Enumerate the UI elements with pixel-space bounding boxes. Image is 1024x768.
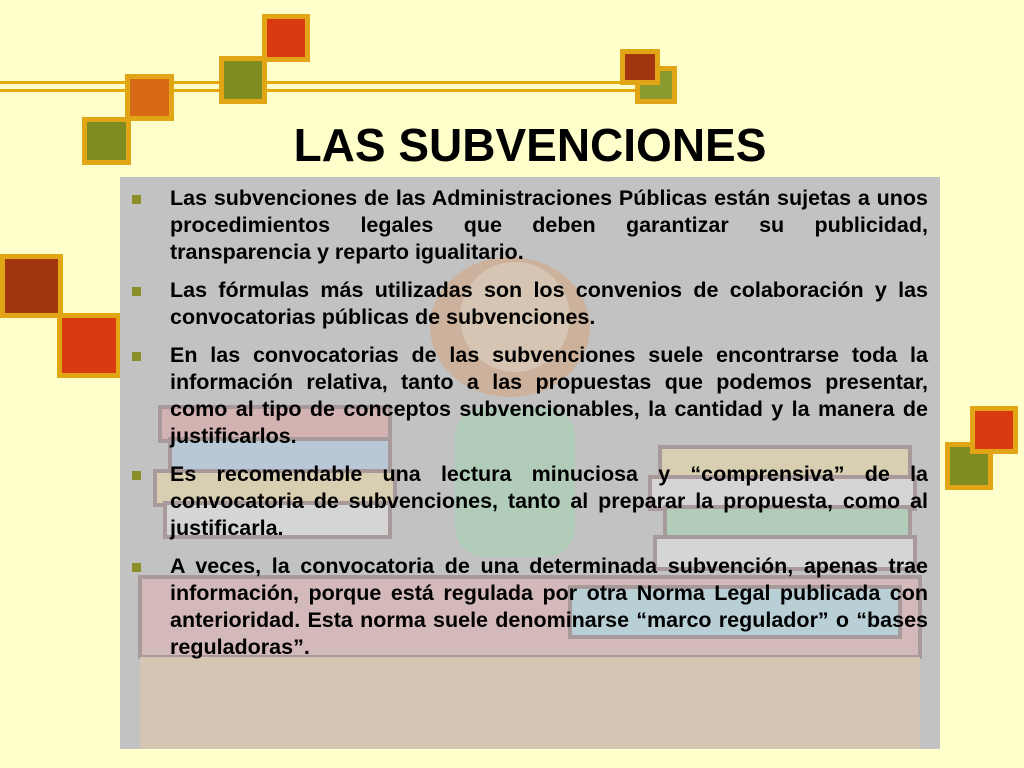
decor-square bbox=[0, 254, 63, 318]
decor-square bbox=[57, 313, 121, 378]
bullet-list bbox=[130, 185, 928, 672]
bullet-icon bbox=[132, 352, 141, 361]
decor-line-top bbox=[0, 81, 640, 84]
content-panel bbox=[120, 177, 940, 749]
bullet-icon bbox=[132, 563, 141, 572]
decor-square bbox=[970, 406, 1018, 454]
bullet-icon bbox=[132, 471, 141, 480]
decor-square bbox=[125, 74, 174, 121]
bullet-icon bbox=[132, 195, 141, 204]
list-item: Las subvenciones de las Administraciones Públicas están sujetas a unos procedimientos legales que deben garantizar su publicidad, transparencia y reparto igualitario. bbox=[130, 185, 928, 266]
list-item: A veces, la convocatoria de una determinada subvención, apenas trae información, porque está regulada por otra Norma Legal publicada con anterioridad. Esta norma suele denominarse “marco regulador” o “bases reguladoras”. bbox=[130, 553, 928, 661]
decor-square bbox=[262, 14, 310, 62]
list-item: Las fórmulas más utilizadas son los convenios de colaboración y las convocatorias públicas de subvenciones. bbox=[130, 277, 928, 331]
decor-line-bottom bbox=[0, 89, 640, 92]
decor-square bbox=[219, 56, 267, 104]
list-item: En las convocatorias de las subvenciones suele encontrarse toda la información relativa, tanto a las propuestas que podemos presentar, como al tipo de conceptos subvencionables, la cantidad y la manera de justificarlos. bbox=[130, 342, 928, 450]
list-item: Es recomendable una lectura minuciosa y “comprensiva” de la convocatoria de subvenciones, tanto al preparar la propuesta, como al justificarla. bbox=[130, 461, 928, 542]
decor-square bbox=[620, 49, 660, 85]
slide-title: LAS SUBVENCIONES bbox=[293, 119, 767, 171]
bullet-icon bbox=[132, 287, 141, 296]
